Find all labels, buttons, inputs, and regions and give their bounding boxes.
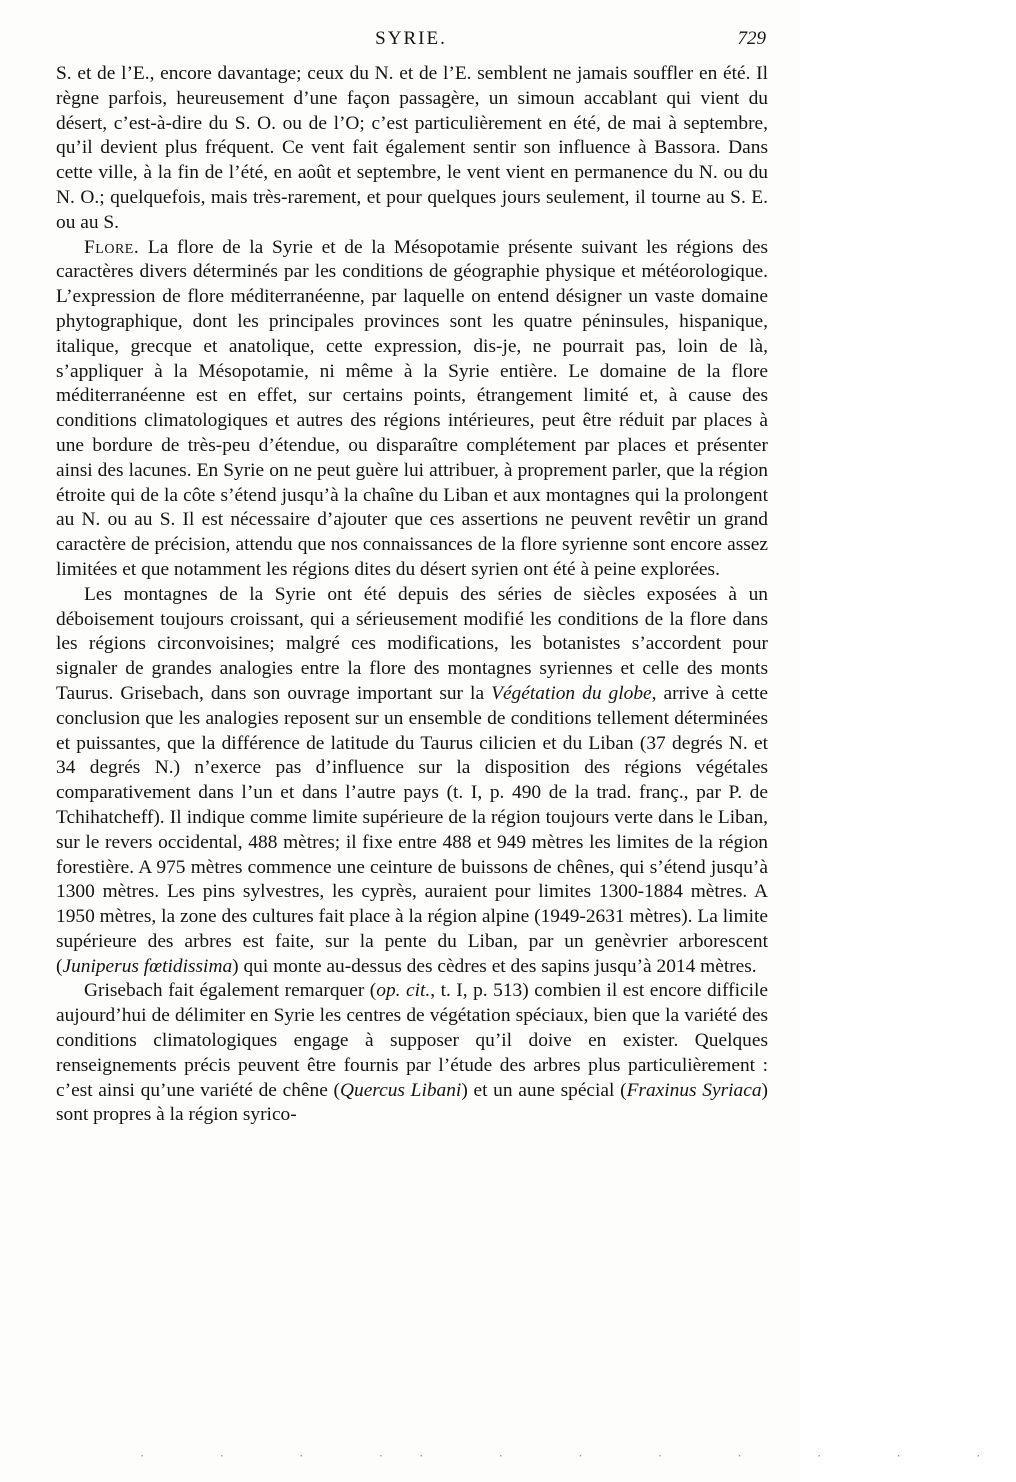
paragraph-mountains bbox=[56, 583, 768, 980]
paragraph-text: S. et de l’E., encore davantage; ceux du N. et de l’E. semblent ne jamais souffler en été. Il règne parfois, heureusement d’une façon passagère, un simoun accablant qui vient du désert, c’est-à-dire du S. O. ou de l’O; c’est particulièrement en été, de mai à septembre, qu’il devient plus fréquent. Ce vent fait également sentir son influence à Bassora. Dans cette ville, à la fin de l’été, en août et septembre, le vent vient en permanence du N. ou du N. O.; quelquefois, mais très-rarement, et pour quelques jours seulement, il tourne au S. E. ou au S. bbox=[56, 63, 768, 233]
species-name-italic: Quercus Libani bbox=[340, 1079, 462, 1101]
paragraph-text: Grisebach fait également remarquer ( bbox=[84, 980, 377, 1002]
page-number: 729 bbox=[737, 28, 766, 49]
paragraph-flora bbox=[56, 236, 768, 583]
citation-italic: op. cit. bbox=[376, 980, 431, 1002]
page-header bbox=[56, 28, 766, 52]
scan-specks: · · · ·· · · · · · · · bbox=[140, 1448, 1016, 1463]
paragraph-text: , arrive à cette conclusion que les analogies reposent sur un ensemble de conditions tellement déterminées et puissantes, que la différence de latitude du Taurus cilicien et du Liban (37 degrés N. et 34 degrés N.) n’exerce pas d’influence sur la disposition des régions végétales comparativement dans l’un et dans l’autre pays (t. I, p. 490 de la trad. franç., par P. de Tchihatcheff). Il indique comme limite supérieure de la région toujours verte dans le Liban, sur le revers occidental, 488 mètres; il fixe entre 488 et 949 mètres les limites de la région forestière. A 975 mètres commence une ceinture de buissons de chênes, qui s’étend jusqu’à 1300 mètres. Les pins sylvestres, les cyprès, auraient pour limites 1300-1884 mètres. A 1950 mètres, la zone des cultures fait place à la région alpine (1949-2631 mètres). La limite supérieure des arbres est faite, sur la pente du Liban, par un genèvrier arborescent ( bbox=[56, 682, 769, 977]
paragraph-text: , t. I, p. 513) combien il est encore difficile aujourd’hui de délimiter en Syrie les centres de végétation spéciaux, bien que la variété des conditions climatologiques engage à supposer qu’il doive en exister. Quelques renseignements précis peuvent être fournis par l’étude des arbres plus particulièrement : c’est ainsi qu’une variété de chêne ( bbox=[56, 980, 768, 1101]
paragraph-text: La flore de la Syrie et de la Mésopotamie présente suivant les régions des caractères divers déterminés par les conditions de géographie physique et météorologique. L’expression de flore méditerranéenne, par laquelle on entend désigner un vaste domaine phytographique, dont les principales provinces sont les quatre péninsules, hispanique, italique, grecque et anatolique, cette expression, dis-je, ne pourrait pas, loin de là, s’appliquer à la Mésopotamie, ni même à la Syrie entière. Le domaine de la flore méditerranéenne est en effet, sur certains points, étrangement limité et, à cause des conditions climatologiques et autres des régions intérieures, peut être réduit par places à une bordure de très-peu d’étendue, ou disparaître complétement par places et présenter ainsi des lacunes. En Syrie on ne peut guère lui attribuer, à proprement parler, que la région étroite qui de la côte s’étend jusqu’à la chaîne du Liban et aux montagnes qui la prolongent au N. ou au S. Il est nécessaire d’ajouter que ces assertions ne peuvent revêtir un grand caractère de précision, attendu que nos connaissances de la flore syrienne sont encore assez limitées et que notamment les régions dites du désert syrien ont été à peine explorées. bbox=[56, 236, 768, 580]
paragraph-text: ) qui monte au-dessus des cèdres et des sapins jusqu’à 2014 mètres. bbox=[232, 955, 757, 977]
species-name-italic: Fraxinus Syriaca bbox=[626, 1079, 762, 1101]
running-title: SYRIE. bbox=[375, 28, 447, 49]
book-title-italic: Végétation du globe bbox=[491, 682, 652, 704]
text-body bbox=[56, 62, 768, 1128]
paragraph-text: ) et un aune spécial ( bbox=[461, 1079, 627, 1101]
paragraph-text: Les montagnes de la Syrie ont été depuis des séries de siècles exposées à un déboisement toujours croissant, qui a sérieusement modifié les conditions de la flore dans les régions circonvoisines; malgré ces modifications, les botanistes s’accordent pour signaler de grandes analogies entre la flore des montagnes syriennes et celle des monts Taurus. Grisebach, dans son ouvrage important sur la bbox=[56, 583, 768, 704]
species-name-italic: Juniperus fœtidissima bbox=[62, 955, 233, 977]
paragraph-text: ) sont propres à la région syrico- bbox=[56, 1079, 768, 1126]
paragraph-climate-winds bbox=[56, 62, 768, 236]
section-heading-flore: Flore. bbox=[84, 236, 140, 258]
paragraph-grisebach bbox=[56, 979, 768, 1128]
